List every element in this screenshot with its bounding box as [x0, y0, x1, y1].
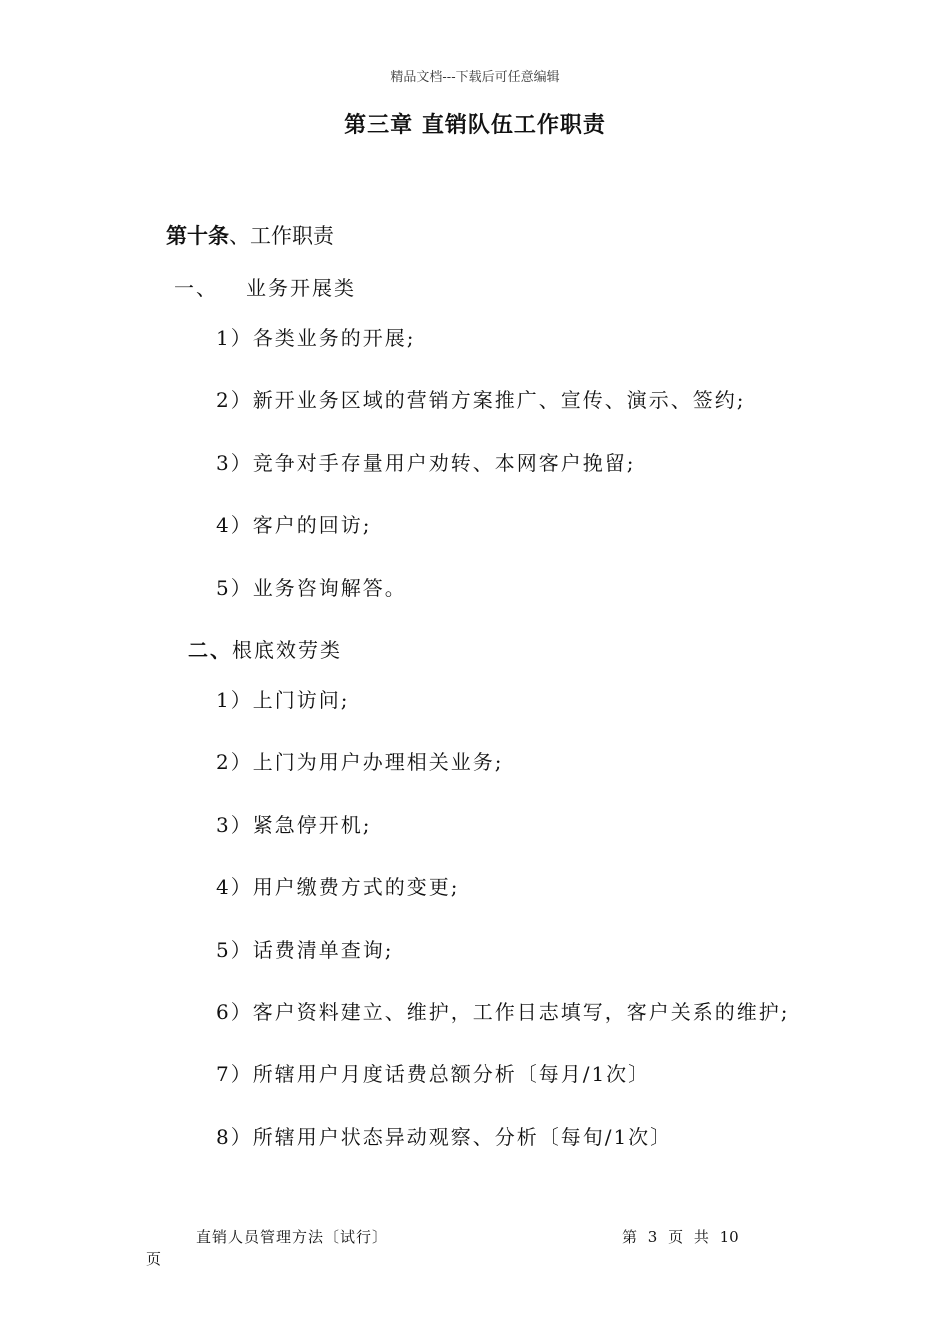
list-item: 2）上门为用户办理相关业务;: [216, 750, 504, 774]
list-item: 8）所辖用户状态异动观察、分析〔每旬/1次〕: [216, 1125, 673, 1149]
section-number: 二、: [188, 638, 232, 662]
list-item: 5）业务咨询解答。: [216, 576, 407, 600]
list-item: 3）竞争对手存量用户劝转、本网客户挽留;: [216, 451, 636, 475]
section-number: 一、: [174, 276, 218, 300]
list-item: 3）紧急停开机;: [216, 813, 372, 837]
article-number: 第十条: [166, 223, 229, 248]
list-item: 4）客户的回访;: [216, 513, 372, 537]
section-title: 根底效劳类: [232, 638, 342, 662]
header-note: 精品文档---下载后可任意编辑: [390, 70, 560, 85]
chapter-title: 第三章 直销队伍工作职责: [344, 112, 606, 138]
section-heading-2: [188, 634, 342, 663]
list-item: 6）客户资料建立、维护，工作日志填写，客户关系的维护;: [216, 1000, 790, 1024]
list-item: 1）各类业务的开展;: [216, 326, 416, 350]
list-item: 7）所辖用户月度话费总额分析〔每月/1次〕: [216, 1062, 651, 1086]
section-title: 业务开展类: [246, 276, 356, 300]
section-heading-1: [174, 272, 356, 301]
article-heading: [166, 220, 334, 250]
article-title: 、工作职责: [229, 224, 334, 248]
list-item: 1）上门访问;: [216, 688, 350, 712]
list-item: 5）话费清单查询;: [216, 938, 394, 962]
footer-doc-title: 直销人员管理方法〔试行〕: [196, 1228, 389, 1246]
list-item: 4）用户缴费方式的变更;: [216, 875, 460, 899]
footer-page-info-wrap: 页: [146, 1250, 162, 1268]
footer-page-info: 第 3 页 共 10: [622, 1228, 739, 1246]
list-item: 2）新开业务区域的营销方案推广、宣传、演示、签约;: [216, 388, 746, 412]
